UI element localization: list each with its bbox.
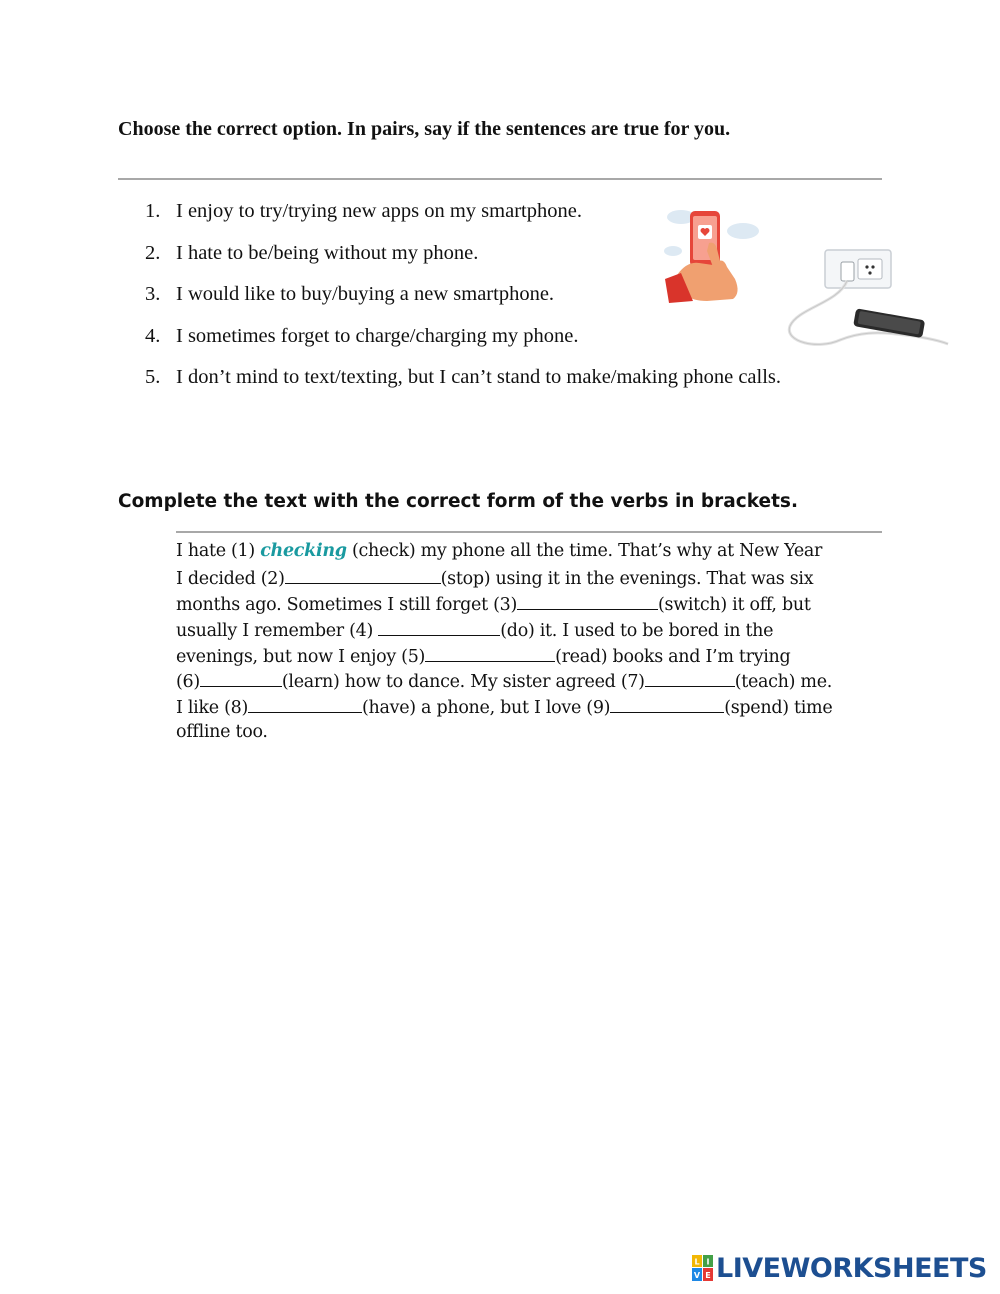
text-line: I like (8) (have) a phone, but I love (9) (spend) time — [176, 694, 891, 720]
svg-text:V: V — [693, 1271, 701, 1280]
text-line: offline too. — [176, 722, 268, 743]
sentence-text: I don’t mind to text/texting, but I can’t stand to make/making phone calls. — [176, 366, 782, 388]
hand-holding-smartphone-icon — [663, 203, 763, 303]
answer-blank-7[interactable] — [645, 668, 735, 687]
exercise-1-instructions: Choose the correct option. In pairs, say if the sentences are true for you. — [118, 118, 731, 140]
sentence-text: I sometimes forget to charge/charging my phone. — [176, 324, 579, 347]
text-line: usually I remember (4) (do) it. I used to be bored in the — [176, 617, 891, 643]
gap-fill-text — [176, 539, 891, 746]
exercise-1-list — [145, 200, 885, 408]
list-item: 1. I enjoy to try/trying new apps on my smartphone. — [145, 200, 582, 222]
text-line: (6) (learn) how to dance. My sister agreed (7) (teach) me. — [176, 668, 891, 694]
liveworksheets-logo-icon — [692, 1255, 714, 1281]
answer-blank-6[interactable] — [200, 668, 282, 687]
svg-text:I: I — [706, 1257, 710, 1267]
text-line: evenings, but now I enjoy (5) (read) books and I’m trying — [176, 643, 891, 669]
answer-blank-3[interactable] — [517, 591, 658, 610]
answer-blank-9[interactable] — [610, 694, 724, 713]
text-line: I decided (2) (stop) using it in the evenings. That was six — [176, 565, 891, 591]
answer-blank-4[interactable] — [378, 617, 500, 636]
exercise-2-instructions: Complete the text with the correct form of the verbs in brackets. — [118, 491, 798, 512]
text-line: I hate (1) checking (check) my phone all the time. That’s why at New Year — [176, 541, 823, 561]
divider — [118, 178, 882, 180]
list-item: 5. I don’t mind to text/texting, but I can’t stand to make/making phone calls. — [145, 366, 782, 388]
list-item: 2. I hate to be/being without my phone. — [145, 241, 479, 264]
liveworksheets-logo[interactable] — [692, 1252, 987, 1284]
sentence-text: I would like to buy/buying a new smartphone. — [176, 283, 555, 305]
list-item: 3. I would like to buy/buying a new smartphone. — [145, 283, 555, 305]
divider — [176, 531, 882, 533]
svg-text:E: E — [705, 1271, 711, 1280]
text-line: months ago. Sometimes I still forget (3) (switch) it off, but — [176, 591, 891, 617]
example-answer: checking — [260, 541, 347, 561]
sentence-text: I enjoy to try/trying new apps on my smartphone. — [176, 200, 582, 222]
svg-text:L: L — [694, 1257, 700, 1267]
sentence-text: I hate to be/being without my phone. — [176, 241, 479, 264]
list-item: 4. I sometimes forget to charge/charging my phone. — [145, 324, 579, 347]
answer-blank-8[interactable] — [248, 694, 362, 713]
answer-blank-2[interactable] — [285, 565, 441, 584]
phone-charging-icon — [778, 248, 950, 360]
answer-blank-5[interactable] — [425, 643, 555, 662]
logo-text: LIVEWORKSHEETS — [716, 1252, 987, 1284]
